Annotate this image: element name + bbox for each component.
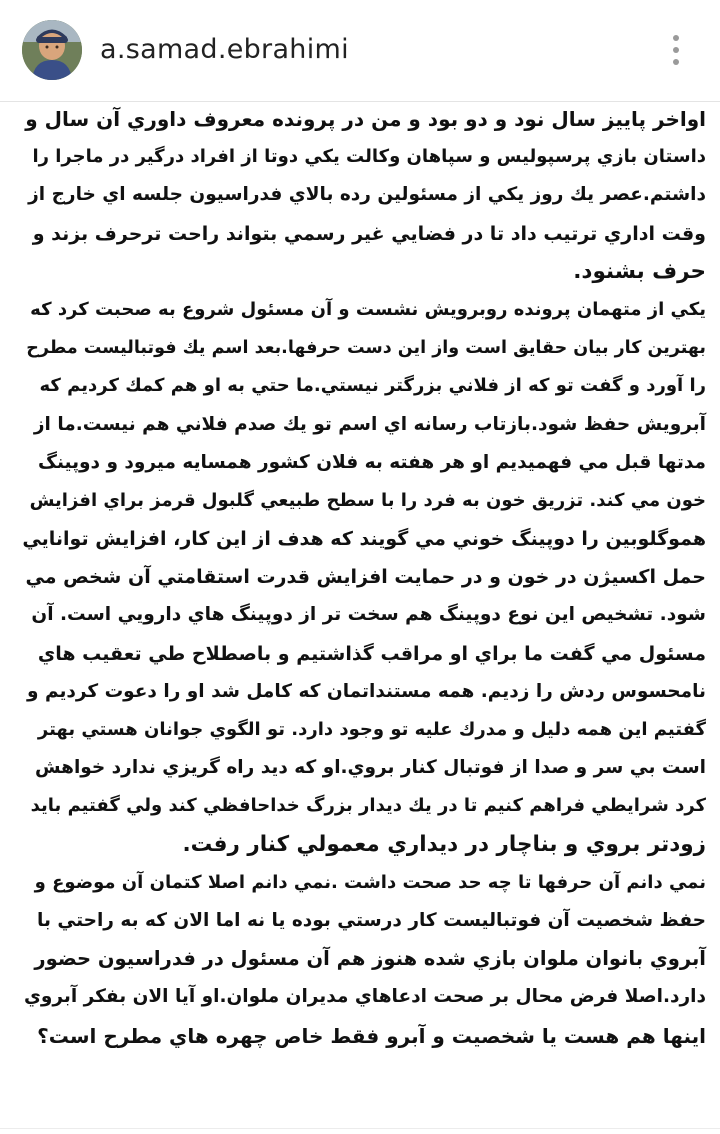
text-line: كرد شرايطي فراهم كنيم تا در يك ديدار بزرگ خداحافظي كند ولي گفتيم بايد	[30, 795, 706, 817]
avatar[interactable]	[22, 20, 82, 80]
paragraph-2	[22, 291, 706, 864]
divider	[0, 1128, 720, 1129]
text-line: وقت اداري ترتيب داد تا در فضايي غير رسمي بتواند راحت ترحرف بزند و	[32, 222, 706, 245]
post-header	[0, 0, 720, 102]
text-line: مسئول مي گفت ما براي او مراقب گذاشتيم و باصطلاح طي تعقيب هاي	[37, 642, 706, 665]
text-line: است بي سر و صدا از فوتبال كنار بروي.او كه ديد راه گريزي ندارد خواهش	[34, 757, 706, 779]
text-line: داستان بازي پرسپوليس و سپاهان وكالت يكي دوتا از افراد درگير در ماجرا را	[32, 146, 706, 168]
text-line: اينها هم هست يا شخصيت و آبرو فقط خاص چهره هاي مطرح است؟	[37, 1023, 706, 1048]
text-line: داشتم.عصر يك روز يكي از مسئولين رده بالاي فدراسيون جلسه اي خارج از	[28, 184, 706, 206]
more-options-button[interactable]	[662, 30, 690, 70]
text-line: را آورد و گفت تو كه از فلاني بزرگتر نيستي.ما حتي به او هم كمك كرديم كه	[39, 375, 706, 397]
text-line: خون مي كند. تزريق خون به فرد را با سطح طبيعي گلبول قرمز براي افزايش	[29, 489, 706, 511]
more-vertical-icon	[673, 35, 679, 41]
text-line: حرف بشنود.	[573, 258, 706, 284]
post-text	[22, 100, 706, 1130]
paragraph-1	[22, 100, 706, 291]
text-line: شود. تشخيص اين نوع دوپينگ هم سخت تر از دوپينگ هاي دارويي است. آن	[31, 604, 706, 626]
text-line: زودتر بروي و بناچار در ديداري معمولي كنار رفت.	[182, 831, 706, 857]
more-vertical-icon	[673, 59, 679, 65]
username[interactable]: a.samad.ebrahimi	[100, 34, 349, 65]
text-line: هموگلوبين را دوپينگ خوني مي گويند كه هدف از اين كار، افزايش توانايي	[22, 528, 706, 551]
text-line: گفتيم اين همه دليل و مدرك عليه تو وجود دارد. تو الگوي جوانان هستي بهتر	[37, 719, 706, 740]
text-line: نمي دانم آن حرفها تا چه حد صحت داشت .نمي دانم اصلا كتمان آن موضوع و	[34, 871, 706, 893]
profile-photo-icon	[22, 20, 82, 80]
text-line: مدتها قبل مي فهميديم او هر هفته به فلان كشور همسايه ميرود و دوپينگ	[38, 451, 706, 473]
text-line: آبروي بانوان ملوان بازي شده هنوز هم آن مسئول در فدراسيون حضور	[34, 947, 706, 971]
text-line: حمل اكسيژن در خون و در حمايت افزايش قدرت استقامتي آن شخص مي	[25, 566, 706, 589]
text-line: حفظ شخصيت آن فوتباليست كار درستي بوده يا نه اما الان كه به راحتي با	[37, 909, 706, 931]
text-line: بهترين كار بيان حقايق است واز اين دست حرفها.بعد اسم يك فوتباليست مطرح	[26, 338, 706, 359]
text-line: نامحسوس ردش را زديم. همه مستنداتمان كه كامل شد او را دعوت كرديم و	[27, 680, 706, 702]
text-line: اواخر پاييز سال نود و دو بود و من در پرونده معروف داوري آن سال و	[25, 107, 706, 131]
text-line: آبرويش حفظ شود.بازتاب رسانه اي اسم تو يك صدم فلاني هم نيست.ما از	[33, 413, 706, 435]
text-line: يكي از متهمان پرونده روبرويش نشست و آن مسئول شروع به صحبت كرد كه	[30, 298, 706, 320]
text-line: دارد.اصلا فرض محال بر صحت ادعاهاي مديران ملوان.او آيا الان بفكر آبروي	[23, 986, 706, 1008]
paragraph-3	[22, 864, 706, 1055]
more-vertical-icon	[673, 47, 679, 53]
